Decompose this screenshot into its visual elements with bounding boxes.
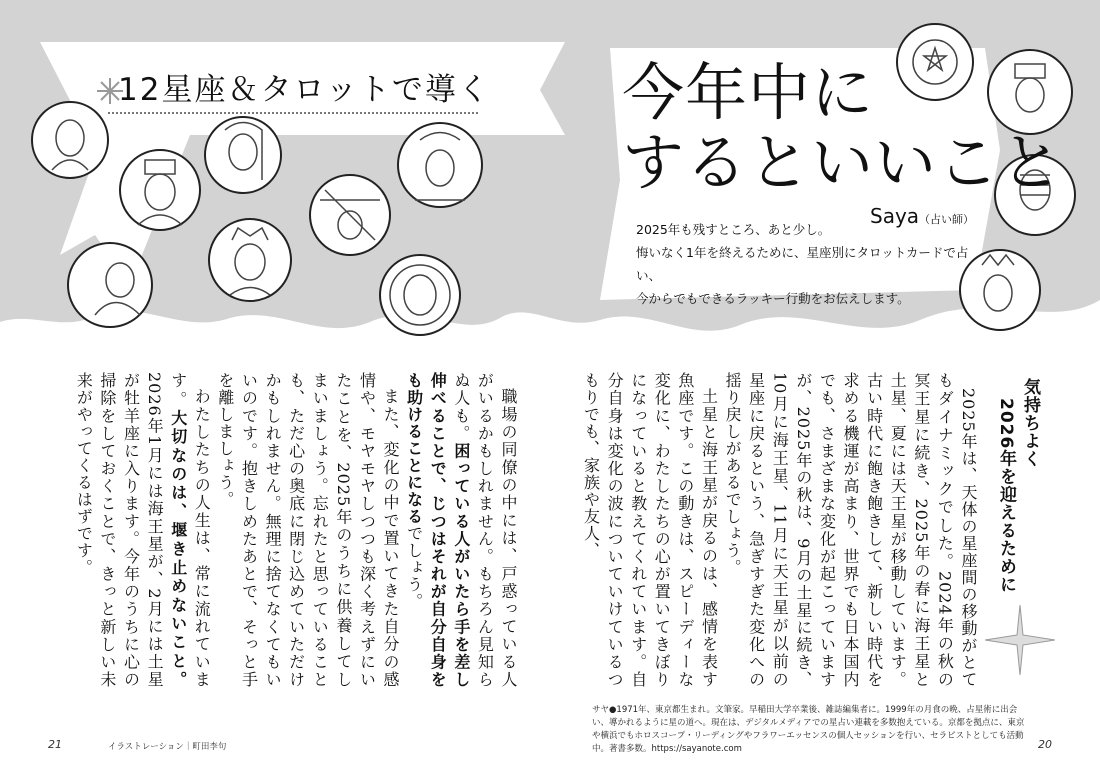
emphasis-text: 困っている人がいたら手を差し伸べることで、じつはそれが自分自身をも助けることになる	[404, 372, 471, 689]
paragraph-text: でしょう。	[404, 525, 424, 610]
tarot-medallion	[120, 150, 200, 230]
left-page-body	[0, 372, 520, 688]
paragraph-text: わたしたちの人生は、常に流れています。	[168, 372, 212, 688]
title-line-2: するといいこと	[622, 126, 1064, 199]
page-title	[622, 58, 1063, 198]
heading-line-1: 気持ちよく	[1020, 378, 1040, 468]
page-number-left: 21	[48, 738, 62, 751]
paragraph-text: 職場の同僚の中には、戸惑っている人がいるかもしれません。もちろん見知らぬ人も。	[451, 372, 518, 688]
body-paragraph	[402, 372, 520, 688]
section-heading	[994, 378, 1042, 593]
page-number-right: 20	[1038, 738, 1052, 751]
tarot-medallion	[205, 117, 281, 193]
emphasis-text: 大切なのは、堰き止めないこと。	[168, 409, 188, 688]
heading-line-2: 2026年を迎えるために	[996, 398, 1016, 594]
paragraph-text: また、変化の中で置いてきた自分の感情や、モヤモヤしつつも深く考えずにいたことを、2025年のうちに供養してしまいましょう。忘れたと思っていることも、ただ心の奥底に閉じ込めていただけかもしれません。無理に捨てなくてもいいのです。抱きしめたあとで、そっと手を離しましょう。	[215, 372, 401, 688]
tarot-medallion	[32, 102, 108, 178]
tarot-medallion	[380, 255, 460, 335]
author-role: （占い師）	[919, 213, 975, 226]
body-paragraph: 2025年は、天体の星座間の移動がとてもダイナミックでした。2024年の秋の冥王星に続き、2025年の春に海王星と土星、夏には天王星が移動しています。古い時代に飽き飽きして、新しい時代を求める機運が高まり、世界でも日本国内でも、さまざまな変化が起こっていますが、2025年の秋は、9月の土星に続き、10月に海王星、11月に天王星が以前の星座に戻るという、急ぎすぎた変化への揺り戻しがあるでしょう。	[723, 372, 978, 688]
body-paragraph	[213, 372, 402, 688]
author-label: Saya	[870, 204, 920, 228]
illustration-credit: イラストレーション｜町田李句	[108, 742, 227, 752]
tarot-medallion	[209, 219, 291, 301]
lead-line: 悔いなく1年を終えるために、星座別にタロットカードで占い、	[636, 245, 969, 283]
lead-line: 今からでもできるラッキー行動をお伝えします。	[636, 291, 910, 306]
right-page-body	[580, 372, 980, 688]
feature-subtitle: 12星座＆タロットで導く	[118, 72, 491, 108]
lead-text	[636, 218, 976, 310]
subtitle-rule	[108, 112, 478, 114]
tarot-medallion	[398, 123, 482, 207]
body-paragraph	[72, 372, 214, 688]
title-line-1: 今年中に	[622, 56, 875, 129]
sparkle-icon	[985, 605, 1055, 675]
lead-line: 2025年も残すところ、あと少し。	[636, 222, 831, 237]
author-profile: サヤ●1971年、東京都生まれ。文筆家。早稲田大学卒業後、雑誌編集者に。1999年の月食の晩、占星術に出会い、導かれるように星の道へ。現在は、デジタルメディアでの星占い連載を多数抱えている。京都を拠点に、東京や横浜でもホロスコープ・リーディングやフラワーエッセンスの個人セッションを行い、セラピストとしても活動中。著書多数。https://sayanote.com	[592, 705, 1025, 754]
paragraph-text: 2026年1月には海王星が、2月には土星が牡羊座に入ります。今年のうちに心の掃除をしておくことで、きっと新しい未来がやってくるはずです。	[74, 372, 165, 688]
body-paragraph: 土星と海王星が戻るのは、感情を表す魚座です。この動きは、スピーディーな変化に、わたしたちの心が置いてきぼりになっていると教えてくれています。自分自身は変化の波についていけているつもりでも、家族や友人、	[581, 372, 719, 688]
